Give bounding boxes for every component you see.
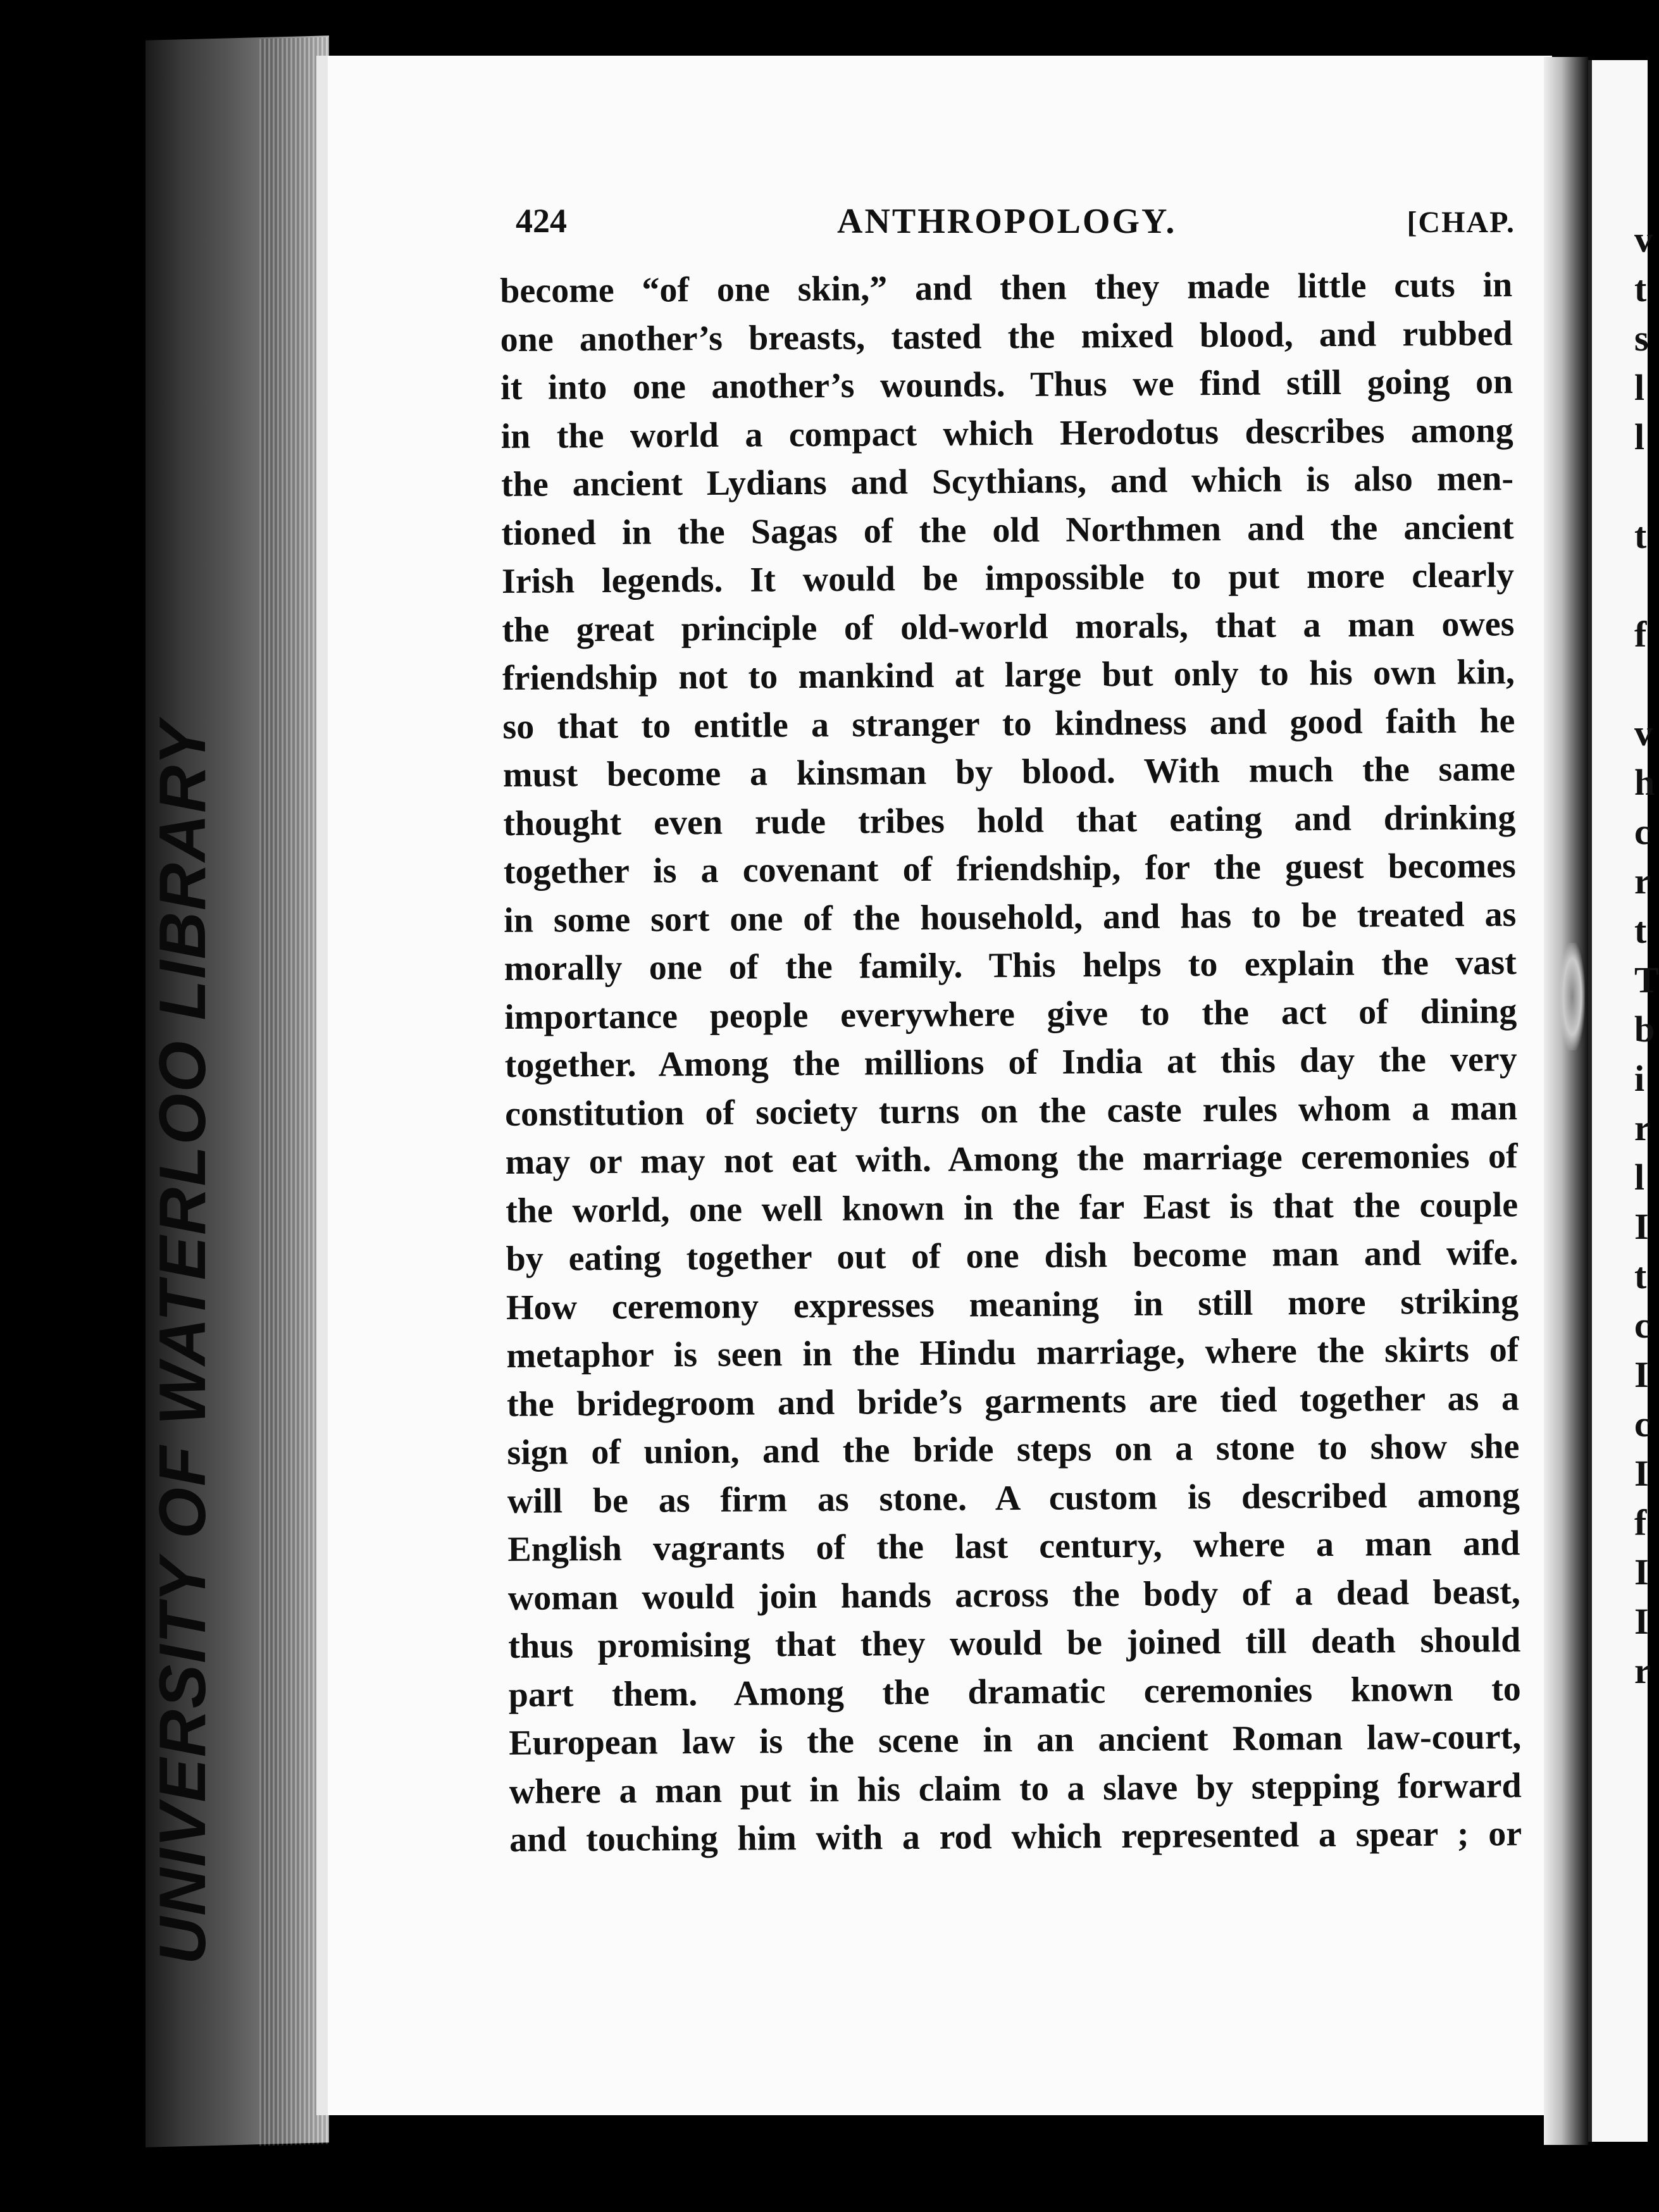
text-line: by eating together out of one dish become man and wife.	[506, 1233, 1519, 1279]
edge-letter	[1634, 659, 1653, 709]
text-line: constitution of society turns on the caste rules whom a man	[504, 1088, 1518, 1134]
edge-letter: c	[1634, 811, 1651, 852]
text-line: morally one of the family. This helps to explain the vast	[504, 943, 1517, 988]
text-line: Irish legends. It would be impossible to put more clearly	[501, 556, 1515, 601]
text-line: together is a covenant of friendship, for the guest becomes	[503, 846, 1516, 892]
text-line: How ceremony expresses meaning in still more striking	[506, 1281, 1519, 1327]
edge-letter: l	[1634, 1157, 1645, 1198]
text-line: thought even rude tribes hold that eating and drinking	[503, 797, 1516, 843]
edge-letter: t	[1634, 515, 1647, 556]
text-line: must become a kinsman by blood. With much the same	[502, 749, 1516, 795]
page-number: 424	[516, 202, 567, 240]
edge-letter: l	[1634, 367, 1645, 408]
text-line: importance people everywhere give to the act of dining	[504, 991, 1517, 1037]
gutter-shadow	[1544, 57, 1588, 2145]
edge-letter: f	[1634, 1502, 1647, 1543]
edge-letter: s	[1634, 318, 1649, 359]
edge-letter: I	[1634, 1206, 1649, 1247]
text-line: the great principle of old-world morals, that a man owes	[502, 604, 1515, 650]
running-title: ANTHROPOLOGY.	[837, 202, 1177, 241]
text-line: thus promising that they would be joined till death should	[508, 1620, 1521, 1666]
page-blemish	[1560, 943, 1585, 1050]
edge-letter: T	[1634, 959, 1659, 1000]
edge-letter: t	[1634, 1255, 1647, 1296]
text-line: it into one another’s wounds. Thus we find still going on	[500, 362, 1513, 407]
text-line: part them. Among the dramatic ceremonies known to	[508, 1668, 1521, 1715]
edge-letter: c	[1634, 1403, 1651, 1445]
text-line: become “of one skin,” and then they made little cuts in	[500, 265, 1513, 311]
text-line: the ancient Lydians and Scythians, and which is also men-	[500, 459, 1514, 504]
text-line: will be as firm as stone. A custom is described among	[507, 1475, 1520, 1521]
text-line: woman would join hands across the body of a dead beast,	[507, 1572, 1521, 1618]
text-line: friendship not to mankind at large but only to his own kin,	[502, 652, 1515, 698]
text-line: the world, one well known in the far East is that the couple	[505, 1184, 1519, 1231]
text-line: in the world a compact which Herodotus describes among	[500, 410, 1513, 456]
edge-letter: f	[1634, 614, 1647, 655]
text-line: English vagrants of the last century, where a man and	[507, 1524, 1520, 1569]
edge-letter: r	[1634, 1650, 1651, 1691]
chapter-mark: [CHAP.	[1407, 206, 1515, 239]
edge-letter: t	[1634, 910, 1647, 951]
edge-letter: r	[1634, 861, 1651, 902]
text-line: one another’s breasts, tasted the mixed blood, and rubbed	[500, 313, 1513, 359]
edge-letter: v	[1634, 219, 1653, 260]
text-line: so that to entitle a stranger to kindness and good faith he	[502, 700, 1515, 747]
page-header	[516, 201, 1515, 252]
edge-letter: I	[1634, 1601, 1649, 1642]
text-line: the bridegroom and bride’s garments are tied together as a	[506, 1378, 1520, 1424]
body-text	[500, 261, 1522, 1864]
text-line: in some sort one of the household, and has to be treated as	[504, 894, 1517, 940]
edge-letter	[1634, 561, 1653, 610]
text-line: European law is the scene in an ancient Roman law-court,	[509, 1717, 1522, 1763]
next-page-letters	[1634, 215, 1659, 1696]
edge-letter: i	[1634, 1058, 1645, 1099]
library-stamp: UNIVERSITY OF WATERLOO LIBRARY	[146, 720, 220, 1965]
text-line: metaphor is seen in the Hindu marriage, where the skirts of	[506, 1330, 1519, 1376]
edge-letter: I	[1634, 1354, 1649, 1395]
edge-letter: l	[1634, 416, 1645, 457]
edge-letter: I	[1634, 1551, 1649, 1593]
edge-letter: c	[1634, 1305, 1651, 1346]
edge-letter: I	[1634, 1453, 1649, 1494]
text-line: and touching him with a rod which represented a spear ; or	[509, 1814, 1522, 1860]
text-line: tioned in the Sagas of the old Northmen and the ancient	[501, 507, 1514, 553]
edge-letter	[1634, 462, 1653, 511]
edge-letter: r	[1634, 1107, 1651, 1148]
edge-letter: v	[1634, 712, 1653, 754]
edge-letter: b	[1634, 1009, 1655, 1050]
text-line: together. Among the millions of India at this day the very	[504, 1040, 1517, 1085]
text-line: may or may not eat with. Among the marriage ceremonies of	[505, 1136, 1518, 1182]
edge-letter: h	[1634, 762, 1655, 803]
text-line: where a man put in his claim to a slave by stepping forward	[509, 1765, 1522, 1811]
text-line: sign of union, and the bride steps on a stone to show she	[507, 1427, 1520, 1472]
edge-letter: t	[1634, 268, 1647, 309]
